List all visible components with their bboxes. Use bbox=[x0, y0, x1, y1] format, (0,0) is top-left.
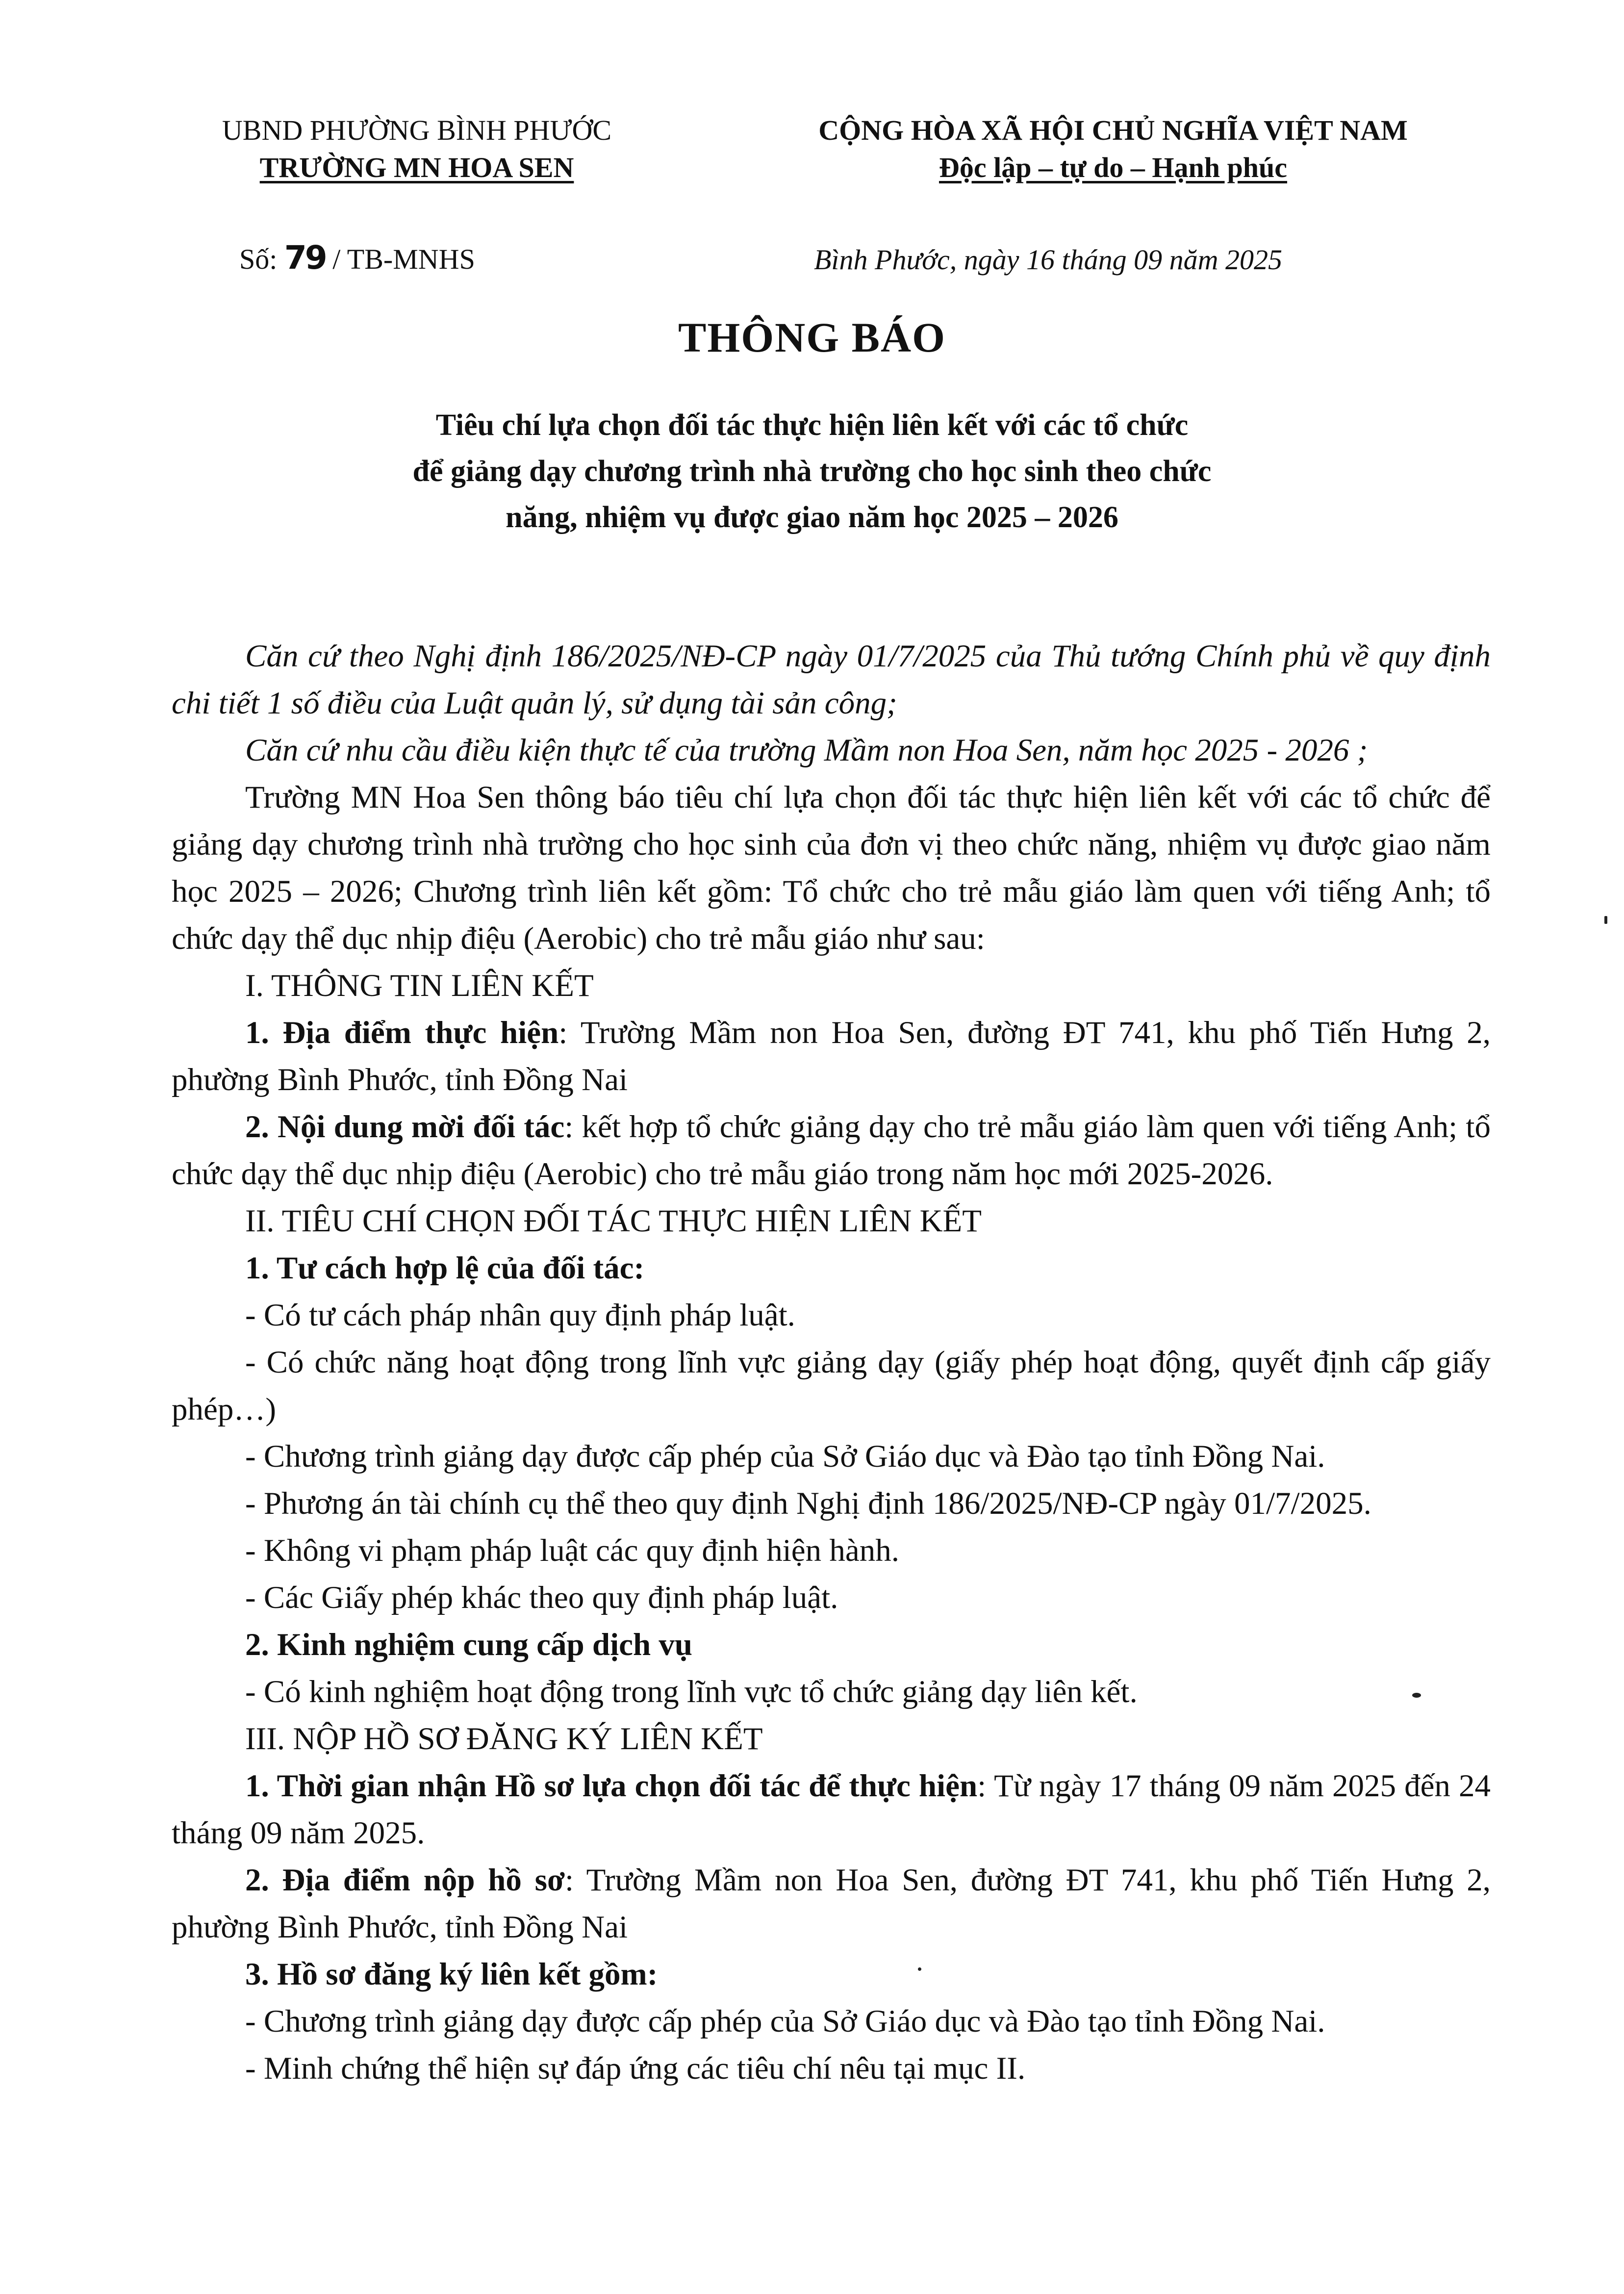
section-3-item-1-label: 1. Thời gian nhận Hồ sơ lựa chọn đối tác để thực hiện bbox=[245, 1768, 978, 1804]
document-body bbox=[172, 633, 1491, 2092]
scan-speck bbox=[1412, 1693, 1421, 1698]
subtitle-line-3: năng, nhiệm vụ được giao năm học 2025 – 2026 bbox=[506, 501, 1118, 534]
section-1-item-1 bbox=[172, 1009, 1491, 1103]
national-title: CỘNG HÒA XÃ HỘI CHỦ NGHĨA VIỆT NAM bbox=[818, 114, 1408, 146]
section-2-sub-1: 1. Tư cách hợp lệ của đối tác: bbox=[245, 1250, 645, 1286]
document-number-value: 79 bbox=[284, 239, 326, 277]
section-3-item-2-text: : Trường Mầm non Hoa Sen, đường ĐT 741, khu phố Tiến Hưng 2, phường Bình Phước, tỉnh Đồng Nai bbox=[172, 1862, 1491, 1945]
section-1-item-1-text: : Trường Mầm non Hoa Sen, đường ĐT 741, khu phố Tiến Hưng 2, phường Bình Phước, tỉnh Đồng Nai bbox=[172, 1015, 1491, 1097]
subtitle-line-1: Tiêu chí lựa chọn đối tác thực hiện liên kết với các tổ chức bbox=[435, 408, 1189, 442]
section-3-item-3: 3. Hồ sơ đăng ký liên kết gồm: bbox=[245, 1957, 658, 1992]
section-3-item-1-text: : Từ ngày 17 tháng 09 năm 2025 đến 24 tháng 09 năm 2025. bbox=[172, 1768, 1491, 1851]
section-1-item-2 bbox=[172, 1103, 1491, 1198]
section-1-heading: I. THÔNG TIN LIÊN KẾT bbox=[245, 968, 594, 1003]
experience-item: - Có kinh nghiệm hoạt động trong lĩnh vực tổ chức giảng dạy liên kết. bbox=[245, 1674, 1138, 1709]
criteria-item: - Có chức năng hoạt động trong lĩnh vực giảng dạy (giấy phép hoạt động, quyết định cấp giấy phép…) bbox=[172, 1345, 1491, 1427]
criteria-item: - Các Giấy phép khác theo quy định pháp luật. bbox=[245, 1580, 838, 1615]
section-1-item-1-label: 1. Địa điểm thực hiện bbox=[245, 1015, 559, 1050]
issue-date: Bình Phước, ngày 16 tháng 09 năm 2025 bbox=[814, 244, 1283, 276]
scan-speck bbox=[1604, 916, 1607, 924]
intro-paragraph: Trường MN Hoa Sen thông báo tiêu chí lựa chọn đối tác thực hiện liên kết với các tổ chức để giảng dạy chương trình nhà trường cho học sinh của đơn vị theo chức năng, nhiệm vụ được giao năm học 2025 – 2026; Chương trình liên kết gồm: Tổ chức cho trẻ mẫu giáo làm quen với tiếng Anh; tổ chức dạy thể dục nhịp điệu (Aerobic) cho trẻ mẫu giáo như sau: bbox=[172, 780, 1491, 956]
section-3-heading: III. NỘP HỒ SƠ ĐĂNG KÝ LIÊN KẾT bbox=[245, 1721, 763, 1757]
section-3-item-1 bbox=[172, 1762, 1491, 1857]
section-1-item-2-text: : kết hợp tổ chức giảng dạy cho trẻ mẫu giáo làm quen với tiếng Anh; tổ chức dạy thể dục nhịp điệu (Aerobic) cho trẻ mẫu giáo trong năm học mới 2025-2026. bbox=[172, 1109, 1491, 1192]
criteria-item: - Chương trình giảng dạy được cấp phép của Sở Giáo dục và Đào tạo tỉnh Đồng Nai. bbox=[245, 1439, 1325, 1474]
document-number bbox=[239, 239, 475, 278]
section-3-item-2-label: 2. Địa điểm nộp hồ sơ bbox=[245, 1862, 565, 1898]
criteria-item: - Có tư cách pháp nhân quy định pháp luật. bbox=[245, 1298, 795, 1333]
dossier-item: - Minh chứng thể hiện sự đáp ứng các tiêu chí nêu tại mục II. bbox=[245, 2051, 1026, 2086]
document-subtitle bbox=[147, 402, 1477, 540]
issuer-school: TRƯỜNG MN HOA SEN bbox=[259, 152, 574, 183]
document-number-prefix: Số: bbox=[239, 243, 278, 275]
section-2-sub-2: 2. Kinh nghiệm cung cấp dịch vụ bbox=[245, 1627, 693, 1662]
document-number-suffix: / TB-MNHS bbox=[332, 243, 475, 275]
document-title: THÔNG BÁO bbox=[678, 314, 946, 361]
issuer-authority: UBND PHƯỜNG BÌNH PHƯỚC bbox=[222, 114, 612, 146]
dossier-item: - Chương trình giảng dạy được cấp phép của Sở Giáo dục và Đào tạo tỉnh Đồng Nai. bbox=[245, 2004, 1325, 2039]
section-3-item-2 bbox=[172, 1857, 1491, 1951]
legal-basis-2: Căn cứ nhu cầu điều kiện thực tế của trường Mầm non Hoa Sen, năm học 2025 - 2026 ; bbox=[245, 733, 1368, 768]
national-motto-block bbox=[716, 112, 1510, 186]
section-1-item-2-label: 2. Nội dung mời đối tác bbox=[245, 1109, 565, 1145]
criteria-item: - Không vi phạm pháp luật các quy định hiện hành. bbox=[245, 1533, 899, 1568]
section-2-heading: II. TIÊU CHÍ CHỌN ĐỐI TÁC THỰC HIỆN LIÊN KẾT bbox=[245, 1203, 982, 1239]
legal-basis-1: Căn cứ theo Nghị định 186/2025/NĐ-CP ngày 01/7/2025 của Thủ tướng Chính phủ về quy định chi tiết 1 số điều của Luật quản lý, sử dụng tài sản công; bbox=[172, 638, 1491, 721]
criteria-item: - Phương án tài chính cụ thể theo quy định Nghị định 186/2025/NĐ-CP ngày 01/7/2025. bbox=[245, 1486, 1371, 1521]
issuer-block bbox=[172, 112, 662, 186]
national-motto: Độc lập – tự do – Hạnh phúc bbox=[939, 152, 1288, 183]
subtitle-line-2: để giảng dạy chương trình nhà trường cho học sinh theo chức bbox=[412, 455, 1212, 488]
scan-speck bbox=[918, 1967, 921, 1971]
